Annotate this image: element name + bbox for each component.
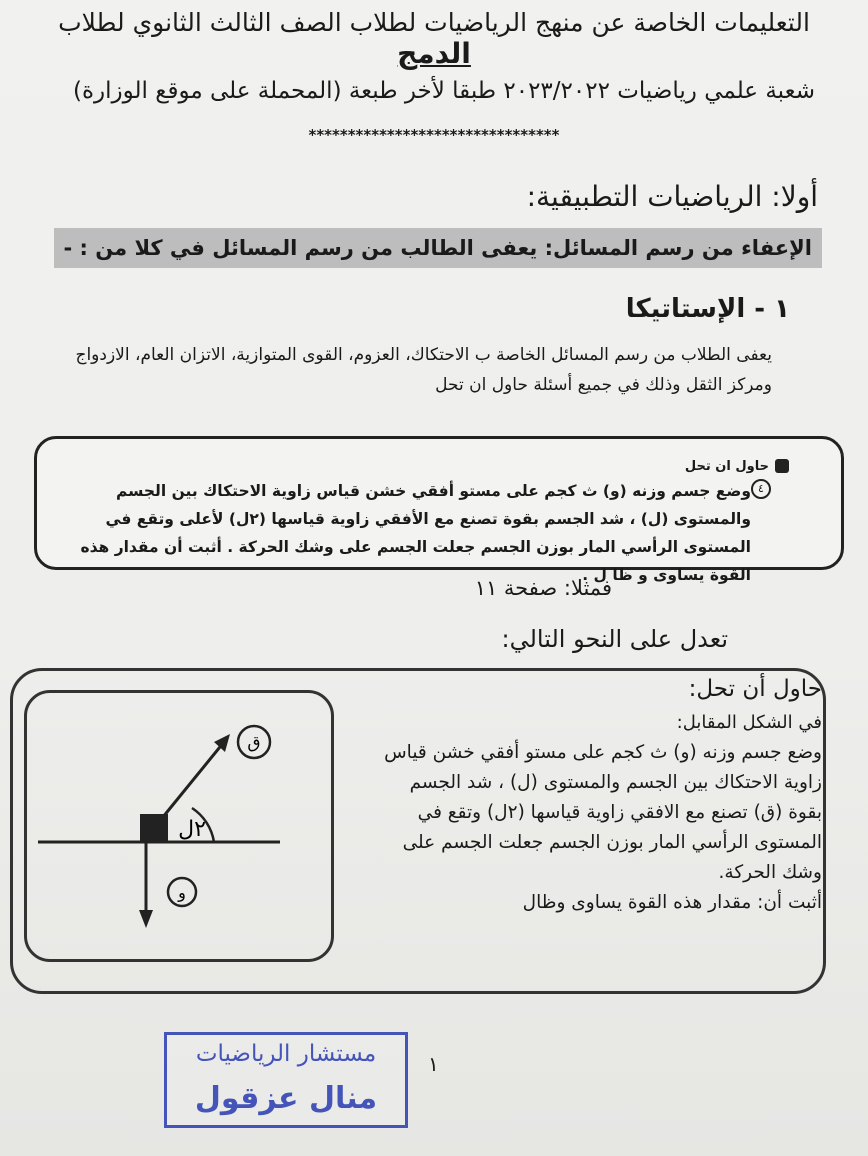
figure-reference: في الشكل المقابل: (676, 712, 822, 733)
modified-problem-text: وضع جسم وزنه (و) ث كجم على مستو أفقي خشن قياس زاوية الاحتكاك بين الجسم والمستوى (ل) ، شد الجسم بقوة (ق) تصنع مع الافقي زاوية قياسها (٢ل) وتقع في المستوى الرأسي المار بوزن الجسم جعلت الجسم على وشك الحركة. (384, 742, 822, 883)
header-main-text: التعليمات الخاصة عن منهج الرياضيات لطلاب الصف الثالث الثانوي لطلاب (58, 8, 810, 37)
question-number-badge: ٤ (751, 479, 771, 499)
approval-stamp (164, 1032, 408, 1128)
modified-problem-body (372, 738, 822, 918)
force-arrow (154, 742, 224, 828)
original-box-heading: حاول ان تحل (684, 459, 769, 474)
section-title: أولا: الرياضيات التطبيقية: (526, 180, 818, 213)
page-number: ١ (428, 1052, 439, 1076)
angle-label: ٢ل (178, 817, 206, 842)
weight-label: و (178, 883, 186, 902)
subsection-title: ١ - الإستاتيكا (625, 294, 790, 324)
document-header-line1 (40, 8, 828, 70)
force-label: ق (247, 733, 261, 753)
header-highlight: الدمج (397, 37, 471, 70)
exemption-paragraph: يعفى الطلاب من رسم المسائل الخاصة ب الاحتكاك، العزوم، القوى المتوازية، الاتزان العام، الازدواج ومركز الثقل وذلك في جميع أسئلة حاول ان تحل (75, 345, 772, 395)
exemption-bar: الإعفاء من رسم المسائل: يعفى الطالب من رسم المسائل في كلا من : - (54, 228, 822, 268)
separator: ******************************** (308, 126, 560, 144)
prove-statement: أثبت أن: مقدار هذه القوة يساوى وظال (522, 892, 822, 913)
modified-label: تعدل على النحو التالي: (501, 625, 728, 653)
example-label: فمثلا: صفحة ١١ (474, 576, 612, 600)
document-header-line2: شعبة علمي رياضيات ٢٠٢٣/٢٠٢٢ طبقا لأخر طبعة (المحملة على موقع الوزارة) (73, 78, 815, 104)
force-diagram (24, 690, 334, 962)
book-icon (775, 459, 789, 473)
weight-arrowhead (139, 910, 153, 928)
stamp-name: منال عزقول (194, 1081, 378, 1116)
stamp-title: مستشار الرياضيات (195, 1041, 377, 1067)
original-problem-text: وضع جسم وزنه (و) ث كجم على مستو أفقي خشن قياس زاوية الاحتكاك بين الجسم والمستوى (ل) ، شد الجسم بقوة تصنع مع الأفقي زاوية قياسها (٢ل) لأعلى وتقع في المستوى الرأسي المار بوزن الجسم جعلت الجسم على وشك الحركة . أثبت أن مقدار هذه القوة يساوى و ظا ل . (80, 482, 751, 584)
try-solve-title: حاول أن تحل: (688, 676, 822, 702)
original-problem-box (34, 436, 844, 584)
